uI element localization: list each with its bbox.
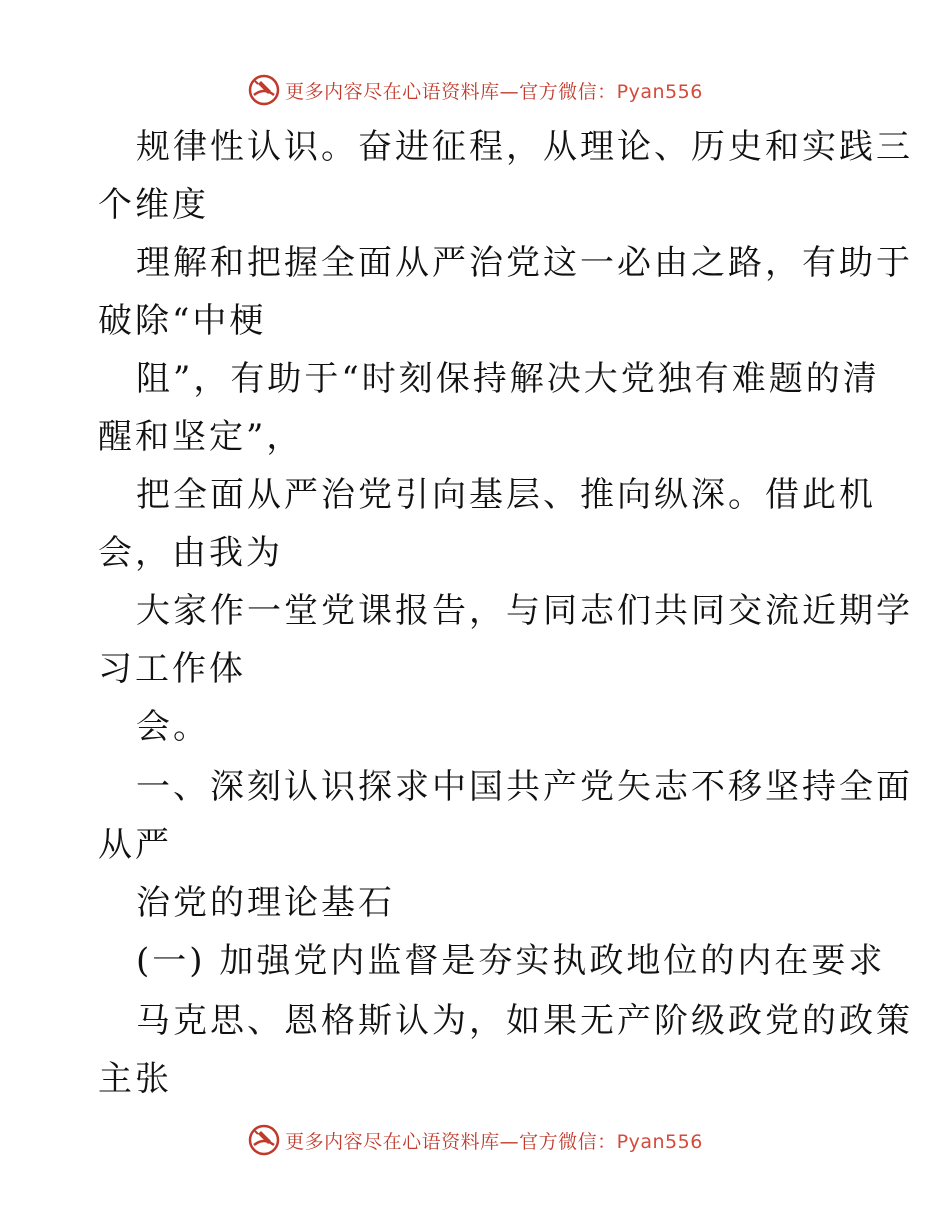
body-line: 破除“中梗 [98,301,267,341]
banner-text: 更多内容尽在心语资料库—官方微信：Pyan556 [285,1130,703,1153]
body-line: 主张 [98,1059,172,1099]
section-heading: 一、深刻认识探求中国共产党矢志不移坚持全面 [136,767,913,807]
book-pen-logo-icon [247,1123,281,1157]
section-heading: 从严 [98,825,172,865]
body-line: 阻”，有助于“时刻保持解决大党独有难题的清 [136,359,880,399]
body-line: 个维度 [98,185,209,225]
body-line: 会，由我为 [98,533,283,573]
body-line: 醒和坚定”， [98,417,304,457]
wechat-id: Pyan556 [616,80,703,103]
header-banner [0,70,950,110]
footer-banner [0,1120,950,1160]
body-line: 规律性认识。奋进征程，从理论、历史和实践三 [136,127,913,167]
book-pen-logo-icon [247,73,281,107]
body-line: 大家作一堂党课报告，与同志们共同交流近期学 [136,591,913,631]
body-line: 理解和把握全面从严治党这一必由之路，有助于 [136,243,913,283]
subsection-heading: (一) 加强党内监督是夯实执政地位的内在要求 [136,941,886,981]
banner-text: 更多内容尽在心语资料库—官方微信：Pyan556 [285,80,703,103]
wechat-id: Pyan556 [616,1130,703,1153]
body-line: 马克思、恩格斯认为，如果无产阶级政党的政策 [136,1001,913,1041]
body-line: 把全面从严治党引向基层、推向纵深。借此机 [136,475,876,515]
body-line: 习工作体 [98,649,246,689]
body-line: 会。 [136,707,210,747]
section-heading: 治党的理论基石 [136,883,395,923]
